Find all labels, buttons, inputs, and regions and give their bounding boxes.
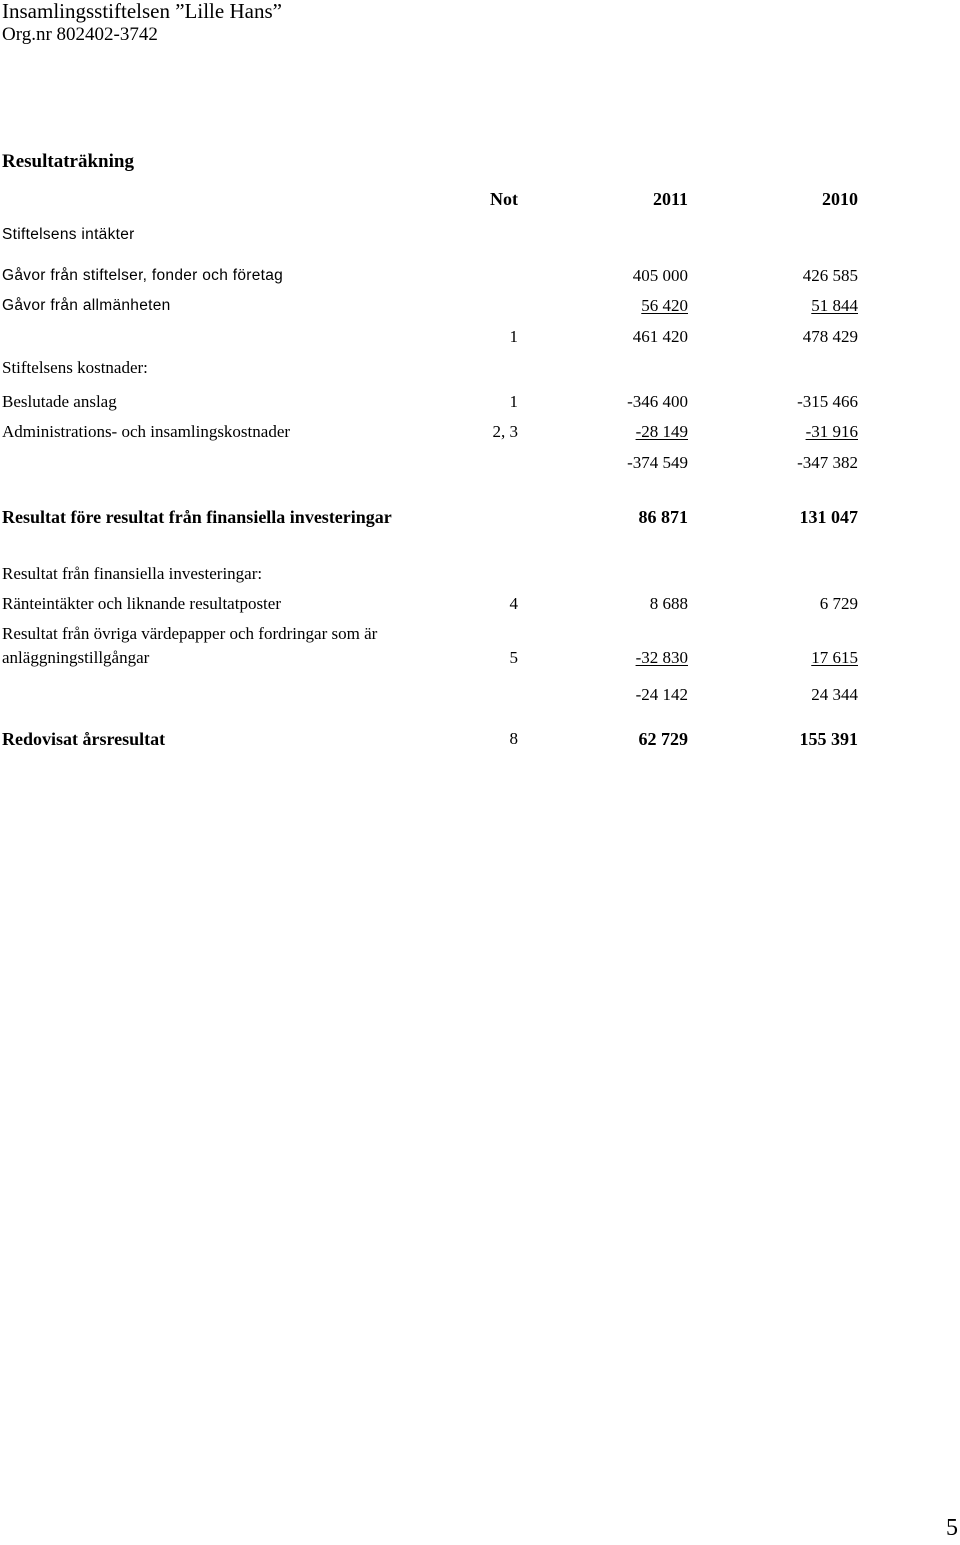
- note-ref: 1: [509, 392, 518, 411]
- value-2010: 426 585: [802, 266, 858, 285]
- value-2011: -32 830: [635, 648, 688, 667]
- note-ref: 5: [509, 648, 518, 667]
- row-label: Ränteintäkter och liknande resultatposter: [2, 594, 281, 613]
- section-heading-financial: [0, 562, 960, 586]
- column-header-2011: 2011: [652, 189, 688, 209]
- value-2010: 131 047: [799, 507, 858, 527]
- row-values: [0, 646, 960, 670]
- column-header-not: Not: [490, 189, 518, 209]
- value-2011: 405 000: [632, 266, 688, 285]
- note-ref: 2, 3: [492, 422, 518, 441]
- value-2011: -28 149: [635, 422, 688, 441]
- table-row: [0, 264, 960, 288]
- value-2011: -24 142: [635, 685, 688, 704]
- page-number: 5: [946, 1515, 958, 1541]
- table-row: [0, 592, 960, 616]
- row-label: Gåvor från allmänheten: [2, 297, 171, 314]
- page-title: Resultaträkning: [2, 151, 134, 172]
- value-2011: 461 420: [632, 327, 688, 346]
- value-2010: 51 844: [811, 296, 858, 315]
- row-label: Beslutade anslag: [2, 392, 117, 411]
- net-result-row: [0, 727, 960, 751]
- note-ref: 4: [509, 594, 518, 613]
- row-label: Stiftelsens kostnader:: [2, 358, 148, 377]
- value-2010: -315 466: [797, 392, 858, 411]
- value-2011: 8 688: [649, 594, 688, 613]
- section-heading-revenue: [0, 223, 960, 247]
- subtotal-row-costs: [0, 451, 960, 475]
- section-heading-costs: [0, 356, 960, 380]
- value-2010: -31 916: [805, 422, 858, 441]
- value-2011: 62 729: [638, 729, 688, 749]
- row-label: Administrations- och insamlingskostnader: [2, 422, 291, 441]
- row-label: Resultat från finansiella investeringar:: [2, 564, 263, 583]
- value-2010: 155 391: [799, 729, 858, 749]
- value-2011: 56 420: [641, 296, 688, 315]
- subtotal-row-revenue: [0, 325, 960, 349]
- value-2010: 478 429: [802, 327, 858, 346]
- foundation-name: Insamlingsstiftelsen ”Lille Hans”: [2, 0, 282, 23]
- note-ref: 8: [509, 729, 518, 748]
- value-2010: -347 382: [797, 453, 858, 472]
- value-2011: -346 400: [627, 392, 688, 411]
- row-label: Gåvor från stiftelser, fonder och företag: [2, 267, 284, 284]
- value-2011: -374 549: [627, 453, 688, 472]
- value-2011: 86 871: [638, 507, 688, 527]
- note-ref: 1: [509, 327, 518, 346]
- row-label: Redovisat årsresultat: [2, 729, 166, 749]
- table-row: [0, 294, 960, 318]
- column-header-row: [0, 187, 960, 211]
- row-label: Resultat före resultat från finansiella investeringar: [2, 507, 392, 527]
- result-before-financial-row: [0, 505, 960, 529]
- row-label: Stiftelsens intäkter: [2, 226, 135, 243]
- row-label-line2: anläggningstillgångar: [2, 648, 150, 667]
- row-label-line1: Resultat från övriga värdepapper och fordringar som är: [2, 624, 378, 643]
- table-row: [0, 420, 960, 444]
- value-2010: 24 344: [811, 685, 858, 704]
- column-header-2010: 2010: [822, 189, 858, 209]
- org-number: Org.nr 802402-3742: [2, 24, 158, 45]
- value-2010: 17 615: [811, 648, 858, 667]
- subtotal-row-financial: [0, 683, 960, 707]
- value-2010: 6 729: [819, 594, 858, 613]
- table-row: [0, 390, 960, 414]
